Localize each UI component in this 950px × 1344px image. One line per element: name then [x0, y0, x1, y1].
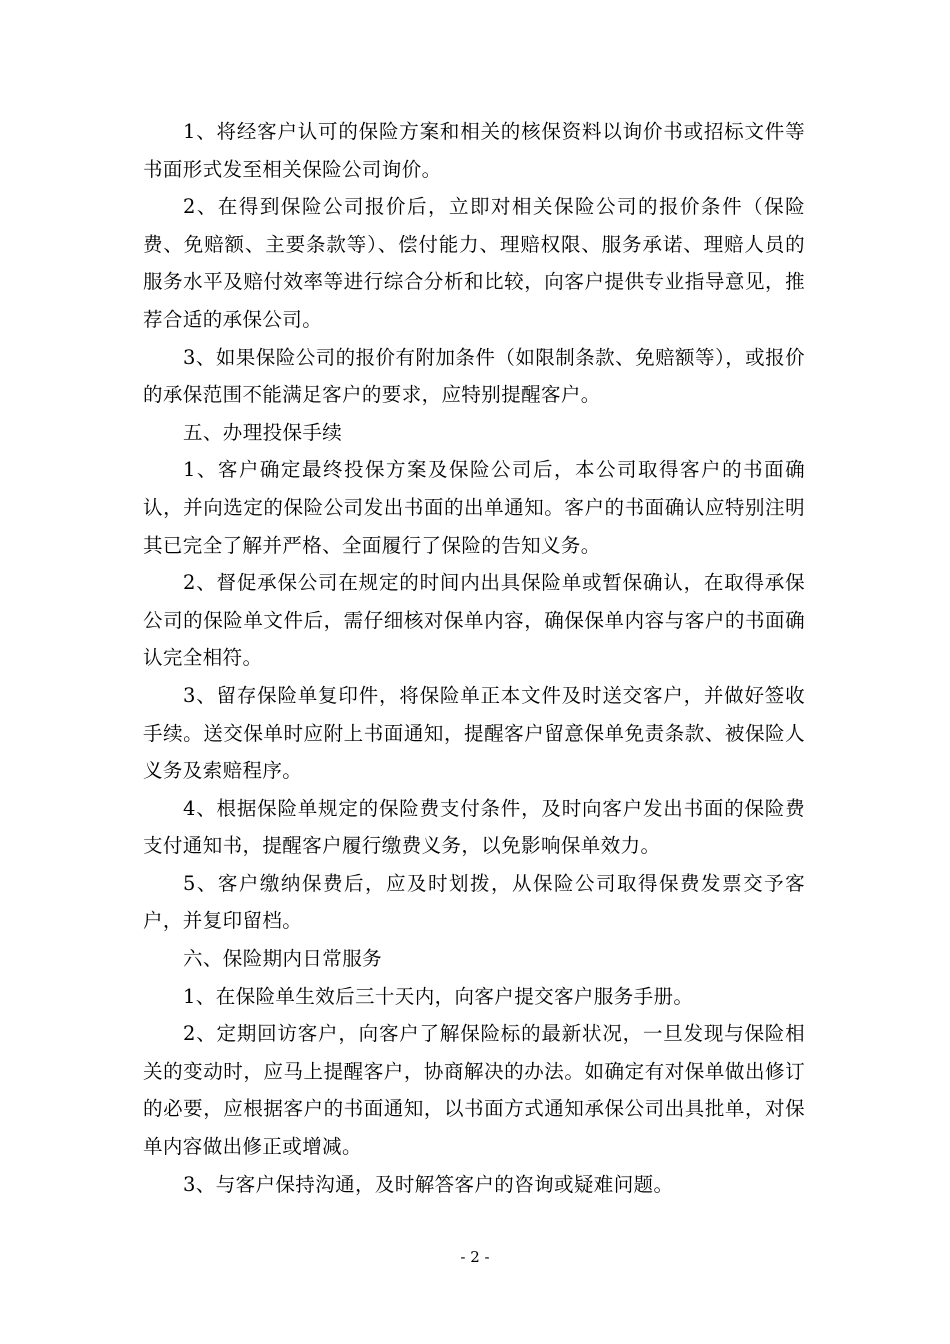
- paragraph-insure-5: 5、客户缴纳保费后，应及时划拨，从保险公司取得保费发票交予客户，并复印留档。: [143, 871, 805, 933]
- paragraph-insure-3: 3、留存保险单复印件，将保险单正本文件及时送交客户，并做好签收手续。送交保单时应附上书面通知，提醒客户留意保单免责条款、被保险人义务及索赔程序。: [143, 683, 805, 783]
- paragraph-service-3: 3、与客户保持沟通，及时解答客户的咨询或疑难问题。: [183, 1172, 674, 1196]
- paragraph-quote-1: 1、将经客户认可的保险方案和相关的核保资料以询价书或招标文件等书面形式发至相关保险公司询价。: [143, 120, 805, 181]
- section-heading-5: 五、办理投保手续: [183, 420, 343, 444]
- page-number: - 2 -: [460, 1248, 490, 1266]
- paragraph-service-1: 1、在保险单生效后三十天内，向客户提交客户服务手册。: [183, 984, 694, 1008]
- paragraph-service-2: 2、定期回访客户，向客户了解保险标的最新状况，一旦发现与保险相关的变动时，应马上提醒客户，协商解决的办法。如确定有对保单做出修订的必要，应根据客户的书面通知，以书面方式通知承保公司出具批单，对保单内容做出修正或增减。: [143, 1022, 805, 1159]
- paragraph-insure-2: 2、督促承保公司在规定的时间内出具保险单或暂保确认，在取得承保公司的保险单文件后，需仔细核对保单内容，确保保单内容与客户的书面确认完全相符。: [143, 571, 805, 670]
- paragraph-quote-3: 3、如果保险公司的报价有附加条件（如限制条款、免赔额等），或报价的承保范围不能满足客户的要求，应特别提醒客户。: [143, 345, 805, 407]
- section-heading-6: 六、保险期内日常服务: [183, 947, 383, 971]
- paragraph-quote-2: 2、在得到保险公司报价后，立即对相关保险公司的报价条件（保险费、免赔额、主要条款等）、偿付能力、理赔权限、服务承诺、理赔人员的服务水平及赔付效率等进行综合分析和比较，向客户提供专业指导意见，推荐合适的承保公司。: [143, 195, 805, 331]
- paragraph-insure-4: 4、根据保险单规定的保险费支付条件，及时向客户发出书面的保险费支付通知书，提醒客户履行缴费义务，以免影响保单效力。: [143, 796, 805, 858]
- document-body: [143, 113, 805, 1203]
- paragraph-insure-1: 1、客户确定最终投保方案及保险公司后，本公司取得客户的书面确认，并向选定的保险公司发出书面的出单通知。客户的书面确认应特别注明其已完全了解并严格、全面履行了保险的告知义务。: [143, 458, 805, 557]
